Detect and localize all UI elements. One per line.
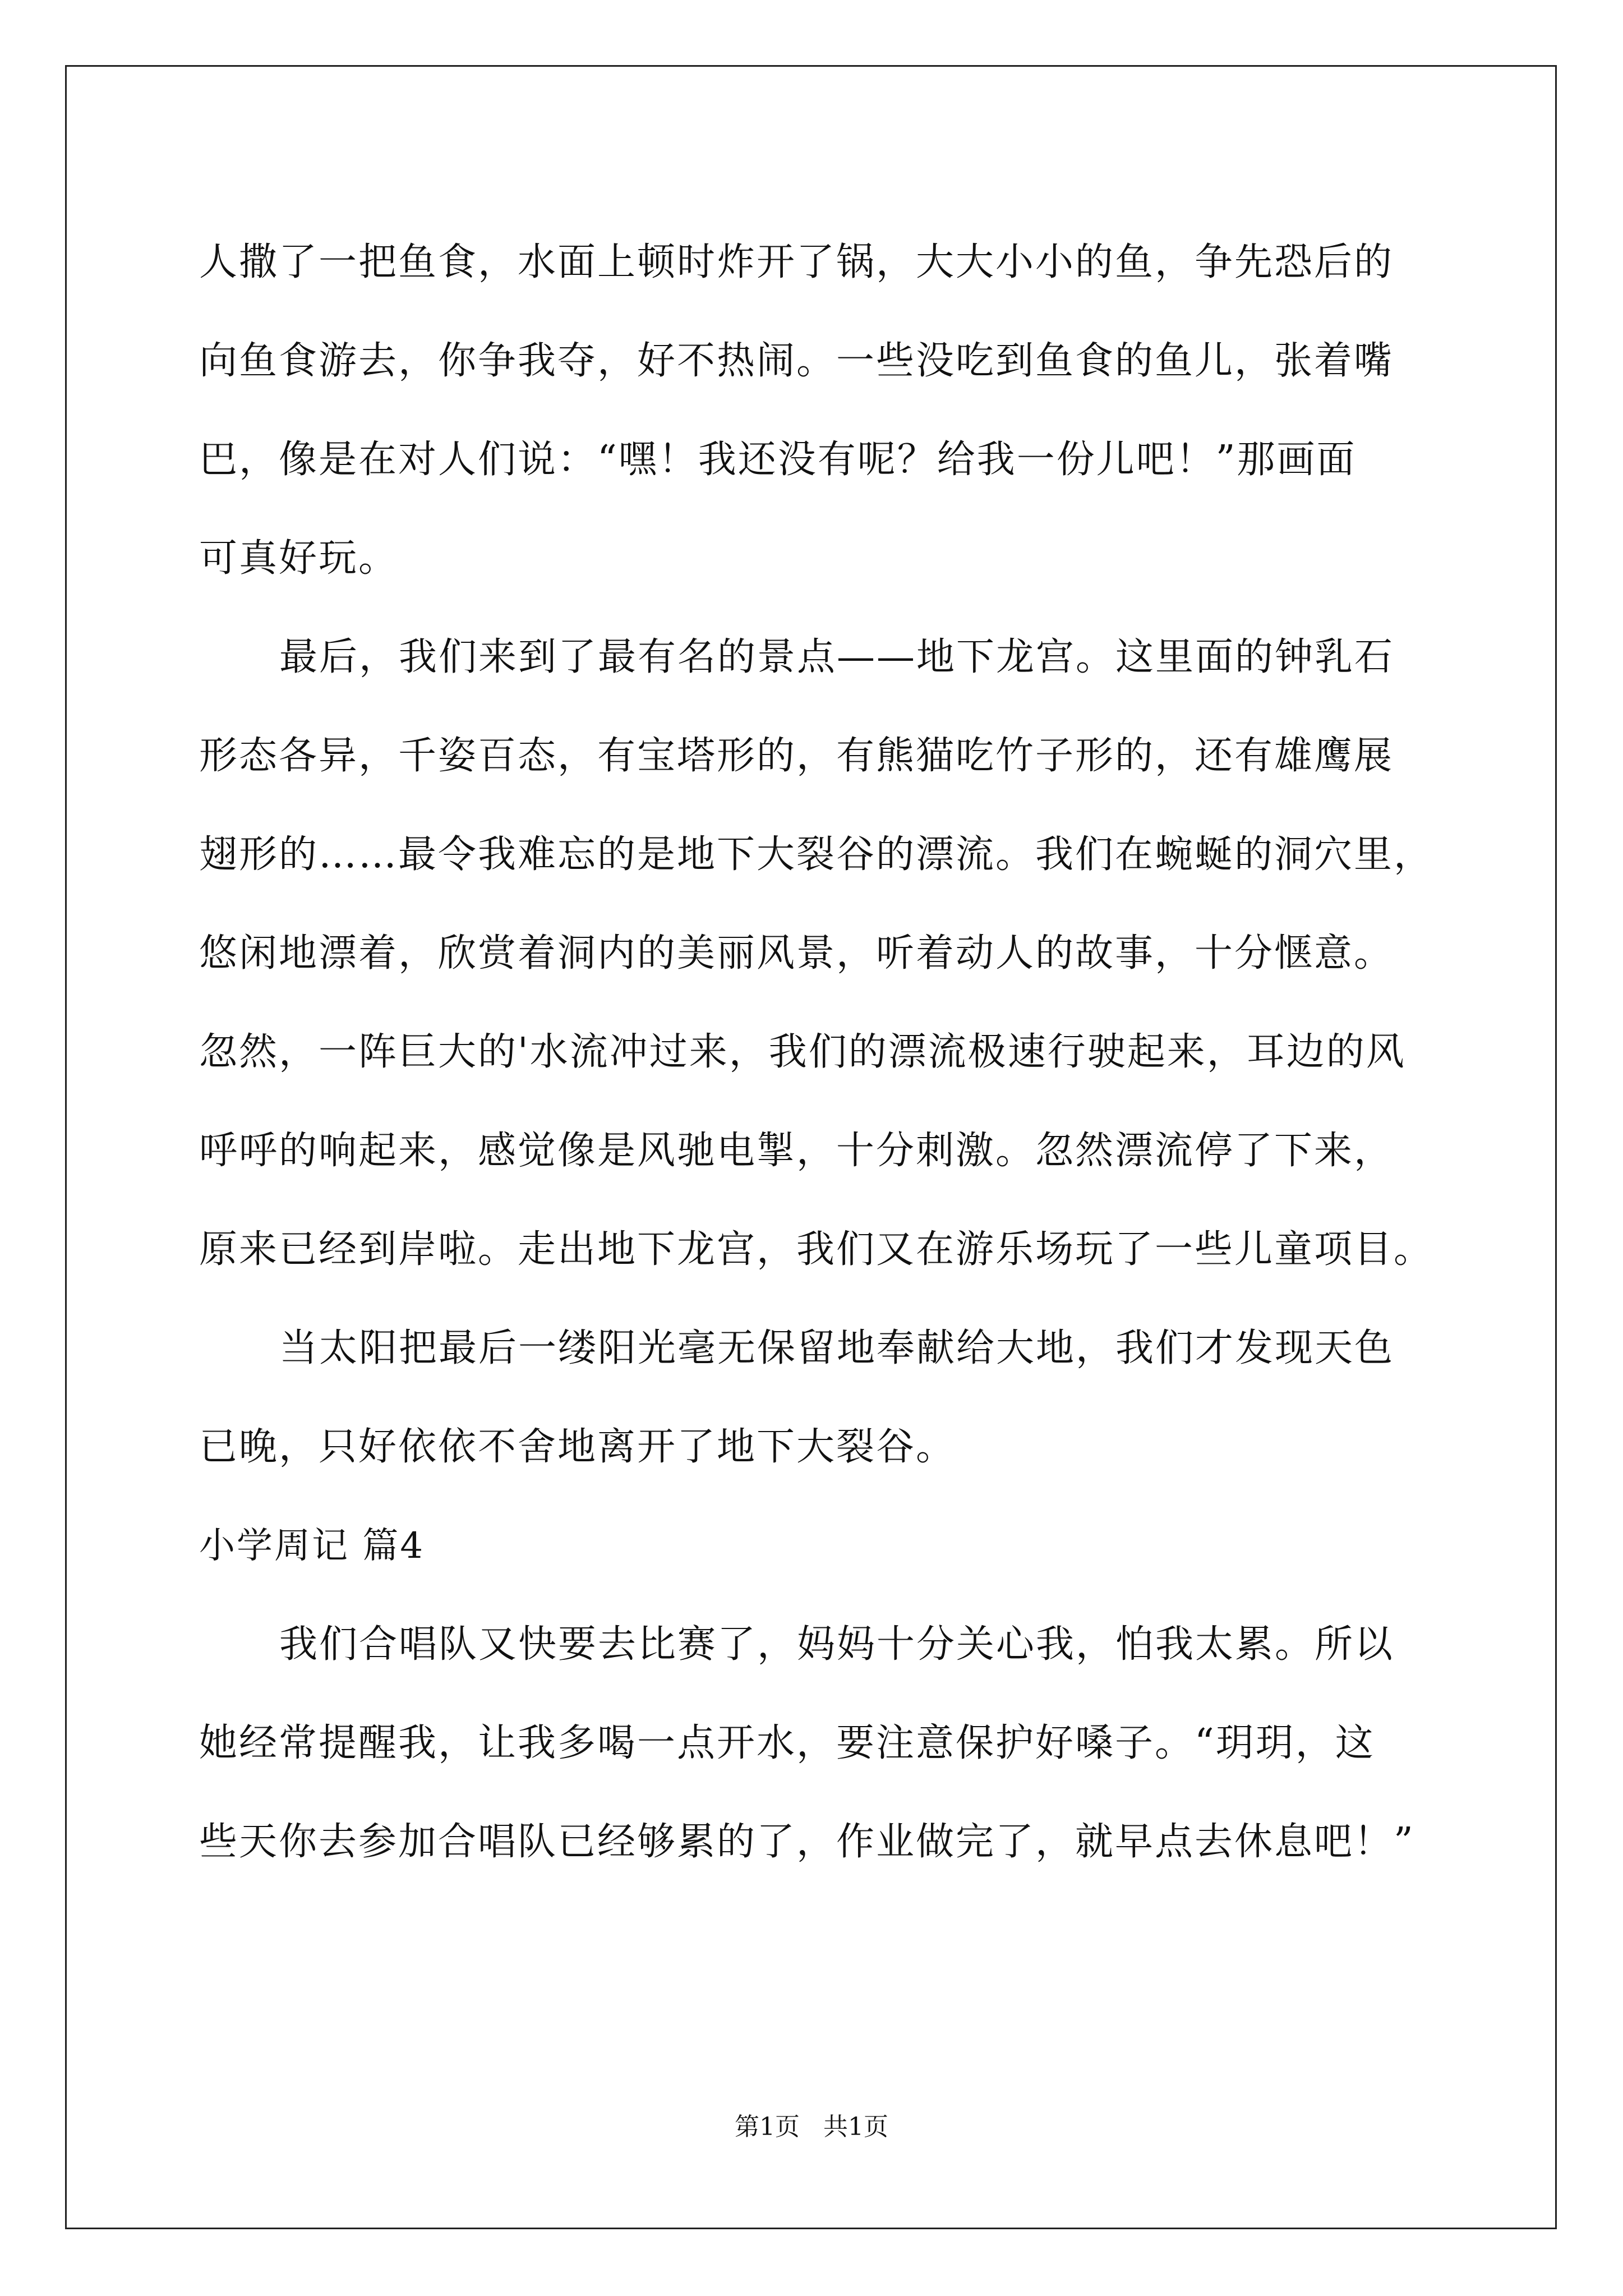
text-line: 巴，像是在对人们说：“嘿！我还没有呢？给我一份儿吧！”那画面 xyxy=(199,438,1357,482)
text-line: 悠闲地漂着，欣赏着洞内的美丽风景，听着动人的故事，十分惬意。 xyxy=(199,931,1394,976)
paragraph-start-line: 我们合唱队又快要去比赛了，妈妈十分关心我，怕我太累。所以 xyxy=(279,1622,1395,1667)
text-line: 可真好玩。 xyxy=(199,536,399,581)
paragraph-start-line: 最后，我们来到了最有名的景点——地下龙宫。这里面的钟乳石 xyxy=(279,635,1395,679)
document-body xyxy=(199,213,1455,1892)
text-line: 向鱼食游去，你争我夺，好不热闹。一些没吃到鱼食的鱼儿，张着嘴 xyxy=(199,339,1394,383)
section-heading: 小学周记 篇4 xyxy=(199,1525,425,1567)
text-line: 些天你去参加合唱队已经够累的了，作业做完了，就早点去休息吧！” xyxy=(199,1820,1415,1864)
paragraph-start-line: 当太阳把最后一缕阳光毫无保留地奉献给大地，我们才发现天色 xyxy=(279,1326,1395,1370)
text-line: 形态各异，千姿百态，有宝塔形的，有熊猫吃竹子形的，还有雄鹰展 xyxy=(199,734,1394,778)
text-line: 翅形的……最令我难忘的是地下大裂谷的漂流。我们在蜿蜒的洞穴里， xyxy=(199,832,1434,877)
text-line: 原来已经到岸啦。走出地下龙宫，我们又在游乐场玩了一些儿童项目。 xyxy=(199,1227,1434,1272)
text-line: 人撒了一把鱼食，水面上顿时炸开了锅，大大小小的鱼，争先恐后的 xyxy=(199,240,1394,284)
text-line: 呼呼的响起来，感觉像是风驰电掣，十分刺激。忽然漂流停了下来， xyxy=(199,1129,1394,1173)
text-line: 已晚，只好依依不舍地离开了地下大裂谷。 xyxy=(199,1425,956,1469)
page-footer: 第1页 共1页 xyxy=(735,2113,888,2141)
text-line: 她经常提醒我，让我多喝一点开水，要注意保护好嗓子。“玥玥，这 xyxy=(199,1721,1375,1765)
text-line: 忽然，一阵巨大的'水流冲过来，我们的漂流极速行驶起来，耳边的风 xyxy=(199,1030,1406,1074)
